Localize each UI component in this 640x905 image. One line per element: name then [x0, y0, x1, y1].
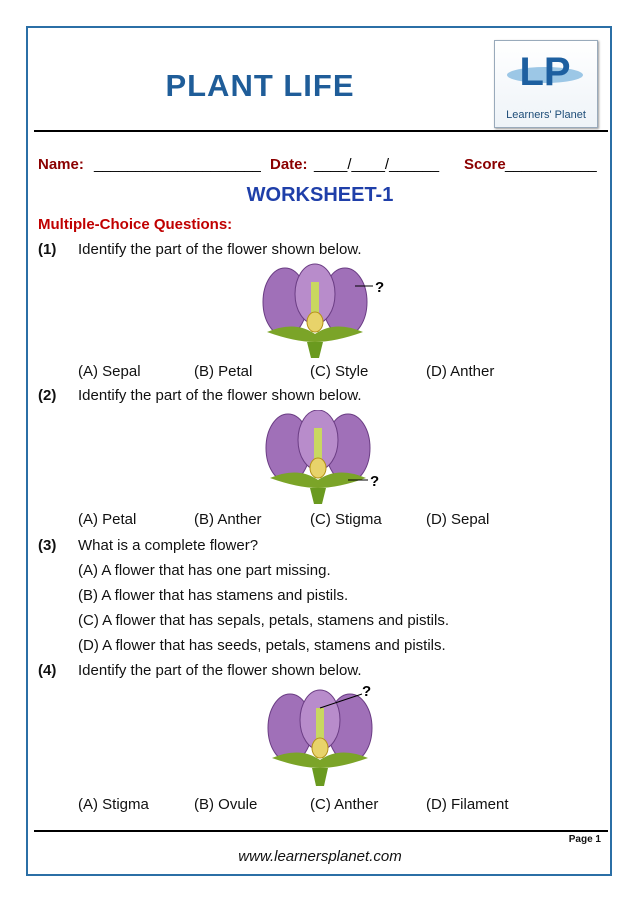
question-text: Identify the part of the flower shown below. [78, 241, 362, 258]
name-label: Name: [38, 156, 84, 173]
question-marker: ? [370, 473, 380, 490]
score-label: Score [464, 156, 506, 173]
date-label: Date: [270, 156, 308, 173]
option-3d[interactable]: (D) A flower that has seeds, petals, stamens and pistils. [78, 637, 446, 654]
name-field[interactable]: ____________________ [94, 156, 261, 173]
worksheet-heading: WORKSHEET-1 [246, 184, 394, 206]
option-3b[interactable]: (B) A flower that has stamens and pistils. [78, 587, 349, 604]
footer-url[interactable]: www.learnersplanet.com [238, 848, 402, 865]
option-1c[interactable]: (C) Style [310, 363, 369, 380]
page-title: PLANT LIFE [165, 68, 355, 103]
option-2b[interactable]: (B) Anther [194, 511, 262, 528]
option-4d[interactable]: (D) Filament [426, 796, 509, 813]
option-2c[interactable]: (C) Stigma [310, 511, 382, 528]
question-marker: ? [375, 279, 385, 296]
question-text: What is a complete flower? [78, 537, 259, 554]
lp-logo-icon [495, 41, 595, 101]
question-number: (2) [38, 387, 57, 404]
page-number: Page 1 [568, 834, 601, 845]
flower-diagram-4 [262, 682, 382, 792]
learners-planet-logo [494, 40, 598, 128]
flower-diagram-1 [255, 262, 395, 360]
option-1b[interactable]: (B) Petal [194, 363, 253, 380]
option-4c[interactable]: (C) Anther [310, 796, 379, 813]
option-2a[interactable]: (A) Petal [78, 511, 137, 528]
logo-text: Learners' Planet [506, 109, 586, 121]
question-number: (4) [38, 662, 57, 679]
option-4b[interactable]: (B) Ovule [194, 796, 258, 813]
question-marker: ? [362, 683, 372, 700]
option-1d[interactable]: (D) Anther [426, 363, 495, 380]
question-text: Identify the part of the flower shown below. [78, 662, 362, 679]
score-field[interactable]: ___________ [505, 156, 597, 173]
option-2d[interactable]: (D) Sepal [426, 511, 490, 528]
flower-diagram-2 [258, 410, 398, 508]
section-heading: Multiple-Choice Questions: [38, 216, 233, 233]
question-number: (3) [38, 537, 57, 554]
footer-divider [34, 830, 608, 832]
question-text: Identify the part of the flower shown below. [78, 387, 362, 404]
option-3a[interactable]: (A) A flower that has one part missing. [78, 562, 331, 579]
logo-mark-text: LP [519, 50, 571, 94]
header-divider [34, 130, 608, 132]
option-3c[interactable]: (C) A flower that has sepals, petals, stamens and pistils. [78, 612, 450, 629]
question-number: (1) [38, 241, 57, 258]
option-4a[interactable]: (A) Stigma [78, 796, 149, 813]
date-field[interactable]: ____/____/______ [314, 156, 440, 173]
option-1a[interactable]: (A) Sepal [78, 363, 141, 380]
